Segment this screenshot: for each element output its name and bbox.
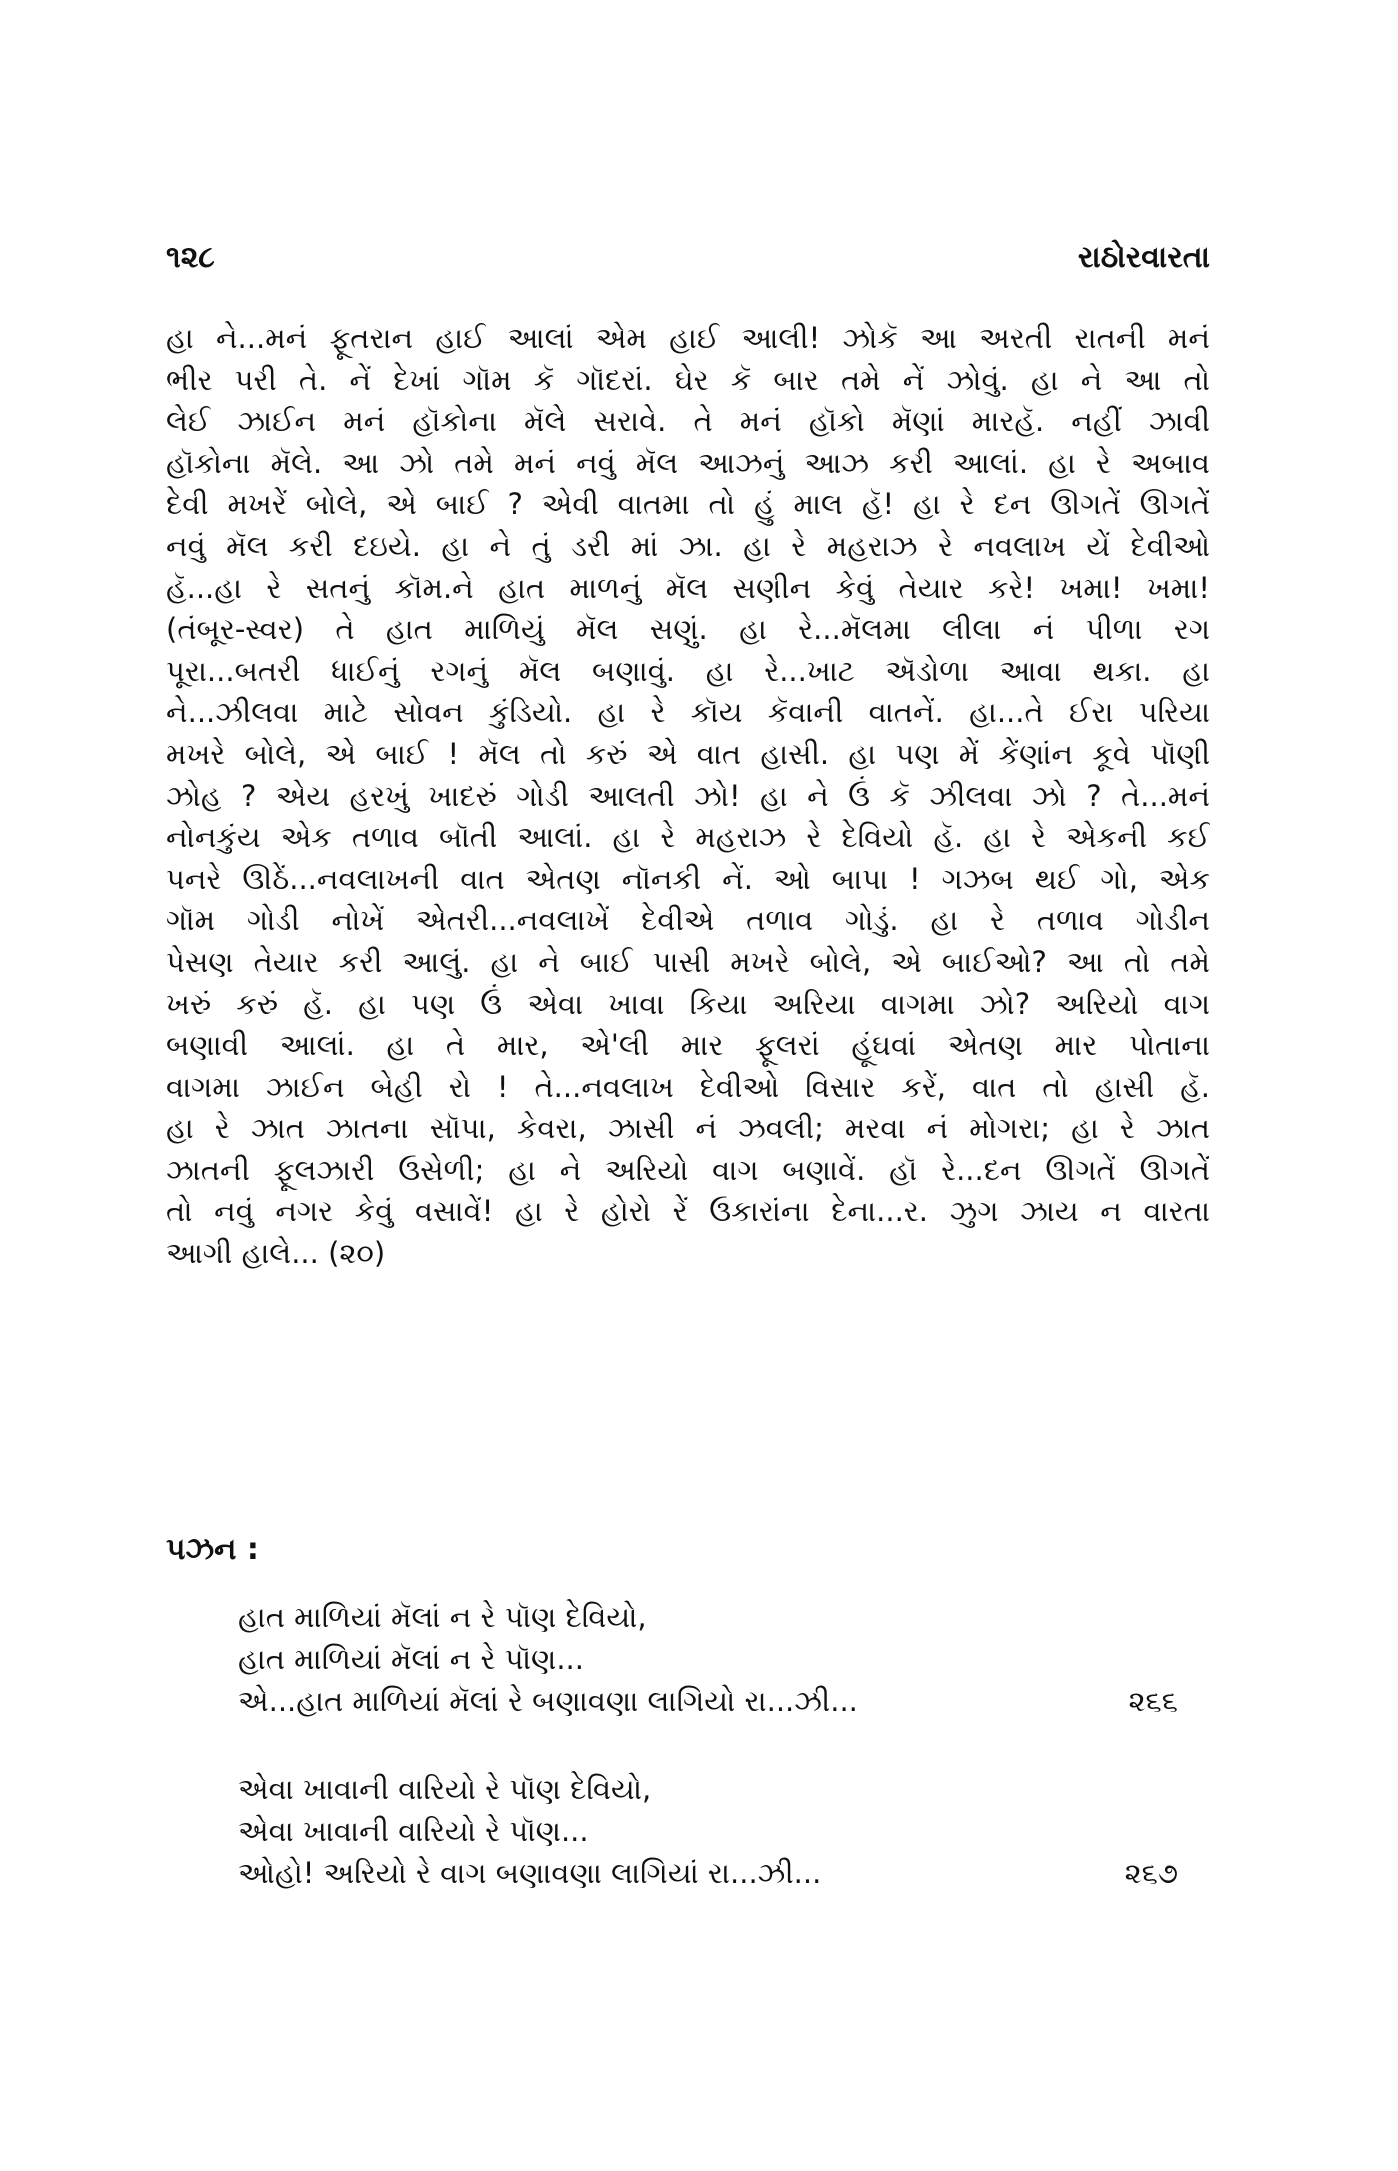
text-line: ઝાતની ફૂલઝારી ઉસેળી; હા ને અરિયો વાગ બણાવેં. હૉ રે...દન ઊગતેં ઊગતેં: [166, 1152, 1210, 1187]
verse-text: એવા ખાવાની વારિયો રે પૉણ...: [238, 1814, 589, 1848]
verse-text: હાત માળિયાં મૅલાં ન રે પૉણ...: [238, 1642, 584, 1676]
prose-paragraph: [166, 318, 1210, 1275]
text-line: ઝોહ ? એય હરખું ખાદરું ગોડી આલતી ઝો! હા ને ઉં કૅ ઝીલવા ઝો ? તે...મનં: [166, 778, 1210, 813]
text-line: વાગમા ઝાઈન બેહી રો ! તે...નવલાખ દેવીઓ વિસાર કરેં, વાત તો હાસી હૅ.: [166, 1069, 1210, 1104]
text-line: ભીર પરી તે. નેં દેખાં ગૉમ કૅ ગૉદરાં. ઘેર કૅ બાર તમે નેં ઝોવું. હા ને આ તો: [166, 362, 1210, 397]
text-line: નવું મૅલ કરી દઇયે. હા ને તું ડરી માં ઝા. હા રે મહરાઝ રે નવલાખ યેં દેવીઓ: [166, 528, 1210, 563]
page-number: ૧૨૮: [166, 240, 215, 275]
text-line: પનરે ઊઠેં...નવલાખની વાત એતણ નૉનકી નેં. ઓ બાપા ! ગઝબ થઈ ગો, એક: [166, 861, 1210, 896]
verse-text: હાત માળિયાં મૅલાં ન રે પૉણ દેવિયો,: [238, 1600, 647, 1634]
text-line: બણાવી આલાં. હા તે માર, એ'લી માર ફૂલરાં હૂંઘવાં એતણ માર પોતાના: [166, 1028, 1210, 1063]
text-line: હૅ...હા રે સતનું કૉમ.ને હાત માળનું મૅલ સણીન કેવું તેયાર કરે! ખમા! ખમા!: [166, 570, 1210, 605]
text-line: તો નવું નગર કેવું વસાવેં! હા રે હોરો રેં ઉકારાંના દેના...ર. ઝુગ ઝાય ન વારતા: [166, 1194, 1210, 1229]
text-line: આગી હાલે... (૨૦): [166, 1236, 386, 1271]
verse-line: [238, 1680, 1178, 1722]
text-line: હા રે ઝાત ઝાતના સૉપા, કેવરા, ઝાસી નં ઝવલી; મરવા નં મોગરા; હા રે ઝાત: [166, 1111, 1210, 1146]
page-header: [166, 240, 1210, 280]
verse-line: [238, 1852, 1178, 1894]
text-line: (તંબૂર-સ્વર) તે હાત માળિયું મૅલ સણું. હા રે...મૅલમા લીલા નં પીળા રગ: [166, 612, 1210, 647]
text-line: પૂરા...બતરી ધાઈનું રગનું મૅલ બણાવું. હા રે...ખાટ ઍડોળા આવા થકા. હા: [166, 653, 1210, 688]
text-line: ગૉમ ગોડી નોખેં એતરી...નવલાખેં દેવીએ તળાવ ગોડું. હા રે તળાવ ગોડીન: [166, 903, 1210, 938]
verse-text: ઓહો! અરિયો રે વાગ બણાવણા લાગિયાં રા...ઝી...: [238, 1856, 822, 1890]
verse-text: એવા ખાવાની વારિયો રે પૉણ દેવિયો,: [238, 1772, 652, 1806]
running-title: રાઠોરવારતા: [1077, 240, 1210, 275]
text-line: ખરું કરું હૅ. હા પણ ઉં એવા ખાવા કિયા અરિયા વાગમા ઝો? અરિયો વાગ: [166, 986, 1210, 1021]
text-line: દેવી મખરેં બોલે, એ બાઈ ? એવી વાતમા તો હું માલ હૅ! હા રે દન ઊગતેં ઊગતેં: [166, 487, 1210, 522]
verse-line: [238, 1638, 1178, 1680]
text-line: મખરે બોલે, એ બાઈ ! મૅલ તો કરું એ વાત હાસી. હા પણ મેં કેંણાંન કૂવે પૉણી: [166, 736, 1210, 771]
text-line: લેઈ ઝાઈન મનં હૉકોના મૅલે સરાવે. તે મનં હૉકો મૅણાં મારહૅ. નહીં ઝાવી: [166, 404, 1210, 439]
song-section-label: પઝન :: [166, 1532, 259, 1567]
verse-number: ૨૬૬: [1128, 1684, 1178, 1718]
verse-line: [238, 1768, 1178, 1810]
verse-stanza-2: [238, 1768, 1178, 1894]
text-line: હૉકોના મૅલે. આ ઝો તમે મનં નવું મૅલ આઝનું આઝ કરી આલાં. હા રે અબાવ: [166, 445, 1210, 480]
verse-stanza-1: [238, 1596, 1178, 1722]
verse-number: ૨૬૭: [1124, 1856, 1178, 1890]
text-line: હા ને...મનં ફૂતરાન હાઈ આલાં એમ હાઈ આલી! ઝોકૅ આ અરતી રાતની મનં: [166, 321, 1210, 355]
verse-line: [238, 1596, 1178, 1638]
text-line: નોનકુંય એક તળાવ બૉતી આલાં. હા રે મહરાઝ રે દેવિયો હૅ. હા રે એકની કઈ: [166, 820, 1210, 855]
verse-text: એ...હાત માળિયાં મૅલાં રે બણાવણા લાગિયો રા...ઝી...: [238, 1684, 858, 1718]
text-line: પેસણ તેયાર કરી આલું. હા ને બાઈ પાસી મખરે બોલે, એ બાઈઓ? આ તો તમે: [166, 944, 1210, 979]
text-line: ને...ઝીલવા માટે સોવન કુંડિયો. હા રે કૉય કૅવાની વાતનેં. હા...તે ઈરા પરિયા: [166, 695, 1210, 730]
verse-line: [238, 1810, 1178, 1852]
